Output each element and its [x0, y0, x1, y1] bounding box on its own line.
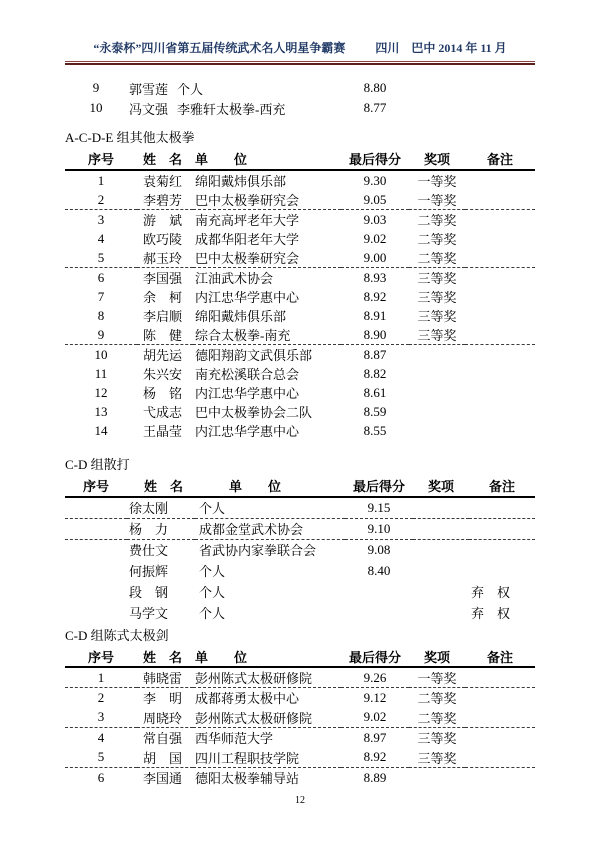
score-cell: 8.61 — [363, 384, 387, 400]
award-cell — [413, 602, 469, 623]
header-rule — [65, 61, 535, 65]
rank-cell: 4 — [97, 729, 105, 745]
rank-cell: 9 — [92, 80, 100, 95]
rank-cell — [65, 518, 127, 539]
col-header-unit: 单 位 — [195, 649, 248, 665]
page-number: 12 — [295, 794, 305, 806]
header-title: “永泰杯”四川省第五届传统武术名人明星争霸赛 — [93, 41, 346, 55]
rank-cell — [65, 497, 127, 518]
table-row — [65, 518, 535, 539]
note-cell — [466, 78, 535, 98]
section-title: C-D 组散打 — [65, 457, 130, 472]
unit-cell: 绵阳戴炜俱乐部 — [195, 174, 287, 189]
unit-cell: 四川工程职技学院 — [195, 750, 300, 766]
col-header-unit: 单 位 — [229, 479, 282, 494]
unit-cell: 彭州陈式太极研修院 — [195, 710, 313, 726]
note-cell — [465, 364, 535, 383]
table-row — [65, 497, 535, 518]
unit-cell: 江油武术协会 — [195, 271, 274, 286]
score-cell: 9.02 — [363, 709, 387, 725]
score-cell: 8.77 — [363, 100, 387, 115]
score-cell: 9.03 — [363, 211, 387, 227]
name-cell: 费仕文 — [129, 543, 169, 559]
header-rule-thick-line — [65, 63, 535, 65]
name-cell: 韩晓雷 — [143, 671, 183, 686]
score-cell: 9.15 — [367, 499, 391, 515]
rank-cell — [65, 539, 127, 560]
award-cell — [409, 345, 465, 365]
name-cell: 李碧芳 — [143, 193, 183, 208]
score-cell: 8.97 — [363, 729, 387, 745]
section-cd-sanda — [65, 457, 535, 623]
score-cell: 9.30 — [363, 172, 387, 188]
table-row — [65, 560, 535, 581]
name-cell: 何振辉 — [129, 564, 169, 579]
note-cell — [465, 325, 535, 345]
table-row — [65, 268, 535, 288]
unit-cell: 彭州陈式太极研修院 — [195, 671, 313, 686]
unit-cell: 巴中太极拳研究会 — [195, 251, 300, 266]
rank-cell: 9 — [97, 326, 105, 342]
rank-cell: 1 — [97, 172, 105, 188]
col-header-note: 备注 — [486, 152, 513, 167]
unit-cell: 南充高坪老年大学 — [195, 213, 300, 228]
unit-cell: 成都华阳老年大学 — [195, 232, 300, 247]
award-cell: 一等奖 — [417, 671, 457, 686]
unit-cell: 巴中太极拳研究会 — [195, 193, 300, 208]
score-cell: 8.55 — [363, 422, 387, 438]
unit-cell: 成都蒋勇太极中心 — [195, 691, 300, 707]
table-row — [65, 98, 535, 118]
col-header-note: 备注 — [488, 479, 515, 494]
score-cell: 8.93 — [363, 269, 387, 285]
score-cell: 9.05 — [363, 191, 387, 207]
award-cell: 二等奖 — [417, 710, 457, 726]
unit-cell: 个人 — [199, 606, 226, 621]
table-row — [65, 667, 535, 688]
award-cell: 二等奖 — [417, 251, 457, 266]
col-header-score: 最后得分 — [348, 152, 401, 167]
document-header — [65, 0, 535, 56]
name-cell: 杨 铭 — [143, 386, 183, 401]
results-table — [65, 148, 535, 440]
note-cell — [465, 248, 535, 268]
note-cell — [469, 497, 535, 518]
note-cell — [465, 190, 535, 210]
note-cell — [465, 748, 535, 768]
col-header-award: 奖项 — [423, 152, 450, 167]
award-cell: 三等奖 — [417, 309, 457, 324]
score-cell — [345, 581, 413, 602]
score-cell: 8.89 — [363, 769, 387, 785]
score-cell: 8.59 — [363, 403, 387, 419]
note-cell — [465, 688, 535, 708]
carryover-table-body — [65, 78, 535, 118]
score-cell: 8.40 — [367, 562, 391, 578]
award-cell: 三等奖 — [417, 328, 457, 343]
note-cell — [465, 268, 535, 288]
table-row — [65, 325, 535, 345]
table-body — [65, 667, 535, 788]
carryover-table — [65, 78, 535, 118]
name-cell: 郭雪莲 — [129, 81, 169, 97]
table-row — [65, 748, 535, 768]
award-cell: 三等奖 — [417, 290, 457, 305]
unit-cell: 南充松溪联合总会 — [195, 367, 300, 382]
rank-cell: 4 — [97, 230, 105, 246]
table-header-row — [65, 148, 535, 170]
score-cell: 9.08 — [367, 541, 391, 557]
col-header-award: 奖项 — [423, 649, 450, 665]
note-cell — [469, 518, 535, 539]
note-cell — [465, 345, 535, 365]
note-cell — [465, 708, 535, 728]
name-cell: 马学文 — [129, 606, 169, 621]
unit-cell: 西华师范大学 — [195, 731, 274, 747]
col-header-score: 最后得分 — [352, 479, 405, 494]
score-cell: 8.80 — [363, 80, 387, 95]
table-row — [65, 688, 535, 708]
unit-cell: 个人 — [199, 564, 226, 579]
unit-cell: 德阳翔韵文武俱乐部 — [195, 348, 313, 363]
score-cell: 8.92 — [363, 288, 387, 304]
name-cell: 陈 健 — [143, 328, 183, 343]
score-cell: 9.10 — [367, 520, 391, 536]
rank-cell: 1 — [97, 669, 105, 685]
note-cell — [465, 287, 535, 306]
note-cell — [465, 306, 535, 325]
note-cell — [469, 560, 535, 581]
table-row — [65, 248, 535, 268]
table-row — [65, 383, 535, 402]
col-header-seq: 序号 — [82, 479, 109, 494]
note-cell — [466, 98, 535, 118]
table-row — [65, 170, 535, 190]
rank-cell: 6 — [97, 769, 105, 785]
note-cell: 弃 权 — [471, 585, 511, 600]
name-cell: 徐太刚 — [129, 501, 169, 517]
award-cell: 二等奖 — [417, 232, 457, 247]
header-venue-date: 四川 巴中 2014 年 11 月 — [375, 41, 507, 55]
section-acde-other-taiji — [65, 130, 535, 440]
note-cell — [465, 210, 535, 230]
rank-cell: 7 — [97, 288, 105, 304]
table-body — [65, 170, 535, 440]
name-cell: 李国通 — [143, 771, 183, 787]
rank-cell: 11 — [94, 365, 108, 381]
award-cell — [413, 539, 469, 560]
name-cell: 周晓玲 — [143, 710, 183, 726]
award-cell — [409, 421, 465, 440]
results-table — [65, 646, 535, 788]
name-cell: 游 斌 — [143, 213, 183, 228]
table-row — [65, 708, 535, 728]
rank-cell — [65, 602, 127, 623]
note-cell: 弃 权 — [471, 606, 511, 621]
rank-cell: 14 — [94, 422, 108, 438]
name-cell: 胡 国 — [143, 750, 183, 766]
col-header-name: 姓 名 — [144, 479, 184, 494]
name-cell: 常自强 — [143, 731, 183, 747]
note-cell — [465, 768, 535, 788]
name-cell: 袁菊红 — [143, 174, 183, 189]
score-cell: 9.02 — [363, 230, 387, 246]
col-header-score: 最后得分 — [348, 649, 401, 665]
name-cell: 王晶莹 — [143, 424, 183, 439]
table-body — [65, 497, 535, 623]
score-cell: 8.91 — [363, 307, 387, 323]
rank-cell: 2 — [97, 689, 105, 705]
unit-cell: 李雅轩太极拳-西充 — [177, 101, 286, 117]
rank-cell: 5 — [97, 249, 105, 265]
section-title: C-D 组陈式太极剑 — [65, 628, 169, 643]
score-cell — [345, 602, 413, 623]
award-cell — [413, 581, 469, 602]
award-cell: 二等奖 — [417, 213, 457, 228]
rank-cell: 3 — [97, 211, 105, 227]
score-cell: 8.82 — [363, 365, 387, 381]
unit-cell: 德阳太极拳辅导站 — [195, 771, 300, 787]
table-row — [65, 210, 535, 230]
unit-cell: 省武协内家拳联合会 — [199, 543, 317, 559]
name-cell: 李国强 — [143, 271, 183, 286]
award-cell — [413, 518, 469, 539]
table-row — [65, 421, 535, 440]
col-header-award: 奖项 — [427, 479, 454, 494]
rank-cell — [65, 581, 127, 602]
award-cell: 一等奖 — [417, 193, 457, 208]
table-row — [65, 581, 535, 602]
rank-cell — [65, 560, 127, 581]
rank-cell: 8 — [97, 307, 105, 323]
award-cell — [410, 78, 466, 98]
col-header-name: 姓 名 — [143, 152, 183, 167]
score-cell: 9.12 — [363, 689, 387, 705]
col-header-note: 备注 — [486, 649, 513, 665]
table-row — [65, 78, 535, 98]
results-table — [65, 475, 535, 623]
rank-cell: 5 — [97, 749, 105, 765]
table-row — [65, 190, 535, 210]
award-cell — [409, 364, 465, 383]
unit-cell: 综合太极拳-南充 — [195, 328, 291, 343]
table-row — [65, 768, 535, 788]
award-cell — [413, 497, 469, 518]
award-cell: 一等奖 — [417, 174, 457, 189]
score-cell: 9.00 — [363, 249, 387, 265]
name-cell: 欧巧陵 — [143, 232, 183, 247]
note-cell — [469, 539, 535, 560]
rank-cell: 13 — [94, 403, 108, 419]
table-row — [65, 364, 535, 383]
rank-cell: 10 — [94, 346, 108, 362]
unit-cell: 个人 — [199, 585, 226, 600]
award-cell: 三等奖 — [417, 731, 457, 747]
table-header-row — [65, 475, 535, 497]
unit-cell: 成都金堂武术协会 — [199, 522, 304, 537]
score-cell: 8.87 — [363, 346, 387, 362]
name-cell: 胡先运 — [143, 348, 183, 363]
col-header-unit: 单 位 — [195, 152, 248, 167]
table-header-row — [65, 646, 535, 667]
unit-cell: 绵阳戴炜俱乐部 — [195, 309, 287, 324]
table-row — [65, 229, 535, 248]
unit-cell: 个人 — [199, 501, 226, 517]
rank-cell: 10 — [89, 100, 103, 115]
name-cell: 弋成志 — [143, 405, 183, 420]
col-header-name: 姓 名 — [143, 649, 183, 665]
rank-cell: 6 — [97, 269, 105, 285]
unit-cell: 个人 — [177, 81, 204, 97]
note-cell — [465, 383, 535, 402]
award-cell: 二等奖 — [417, 691, 457, 707]
section-title: A-C-D-E 组其他太极拳 — [65, 130, 195, 145]
unit-cell: 内江忠华学惠中心 — [195, 424, 300, 439]
col-header-seq: 序号 — [87, 152, 114, 167]
rank-cell: 3 — [97, 709, 105, 725]
score-cell: 9.26 — [363, 669, 387, 685]
name-cell: 朱兴安 — [143, 367, 183, 382]
table-row — [65, 287, 535, 306]
table-row — [65, 345, 535, 365]
award-cell — [409, 383, 465, 402]
name-cell: 冯文强 — [129, 101, 169, 117]
rank-cell: 12 — [94, 384, 108, 400]
note-cell — [465, 229, 535, 248]
name-cell: 郝玉玲 — [143, 251, 183, 266]
table-row — [65, 402, 535, 421]
section-cd-chen-taiji-sword — [65, 628, 535, 788]
unit-cell: 内江忠华学惠中心 — [195, 386, 300, 401]
award-cell — [409, 402, 465, 421]
award-cell — [410, 98, 466, 118]
unit-cell: 内江忠华学惠中心 — [195, 290, 300, 305]
table-row — [65, 728, 535, 748]
award-cell: 三等奖 — [417, 271, 457, 286]
rank-cell: 2 — [97, 191, 105, 207]
name-cell: 余 柯 — [143, 290, 183, 305]
name-cell: 段 钢 — [129, 585, 169, 600]
award-cell: 三等奖 — [417, 750, 457, 766]
note-cell — [465, 728, 535, 748]
table-row — [65, 602, 535, 623]
table-row — [65, 539, 535, 560]
score-cell: 8.92 — [363, 749, 387, 765]
award-cell — [413, 560, 469, 581]
note-cell — [465, 667, 535, 688]
award-cell — [409, 768, 465, 788]
table-row — [65, 306, 535, 325]
score-cell: 8.90 — [363, 326, 387, 342]
unit-cell: 巴中太极拳协会二队 — [195, 405, 313, 420]
note-cell — [465, 421, 535, 440]
note-cell — [465, 402, 535, 421]
note-cell — [465, 170, 535, 190]
name-cell: 杨 力 — [129, 522, 169, 537]
name-cell: 李 明 — [143, 691, 183, 707]
name-cell: 李启顺 — [143, 309, 183, 324]
col-header-seq: 序号 — [87, 649, 114, 665]
